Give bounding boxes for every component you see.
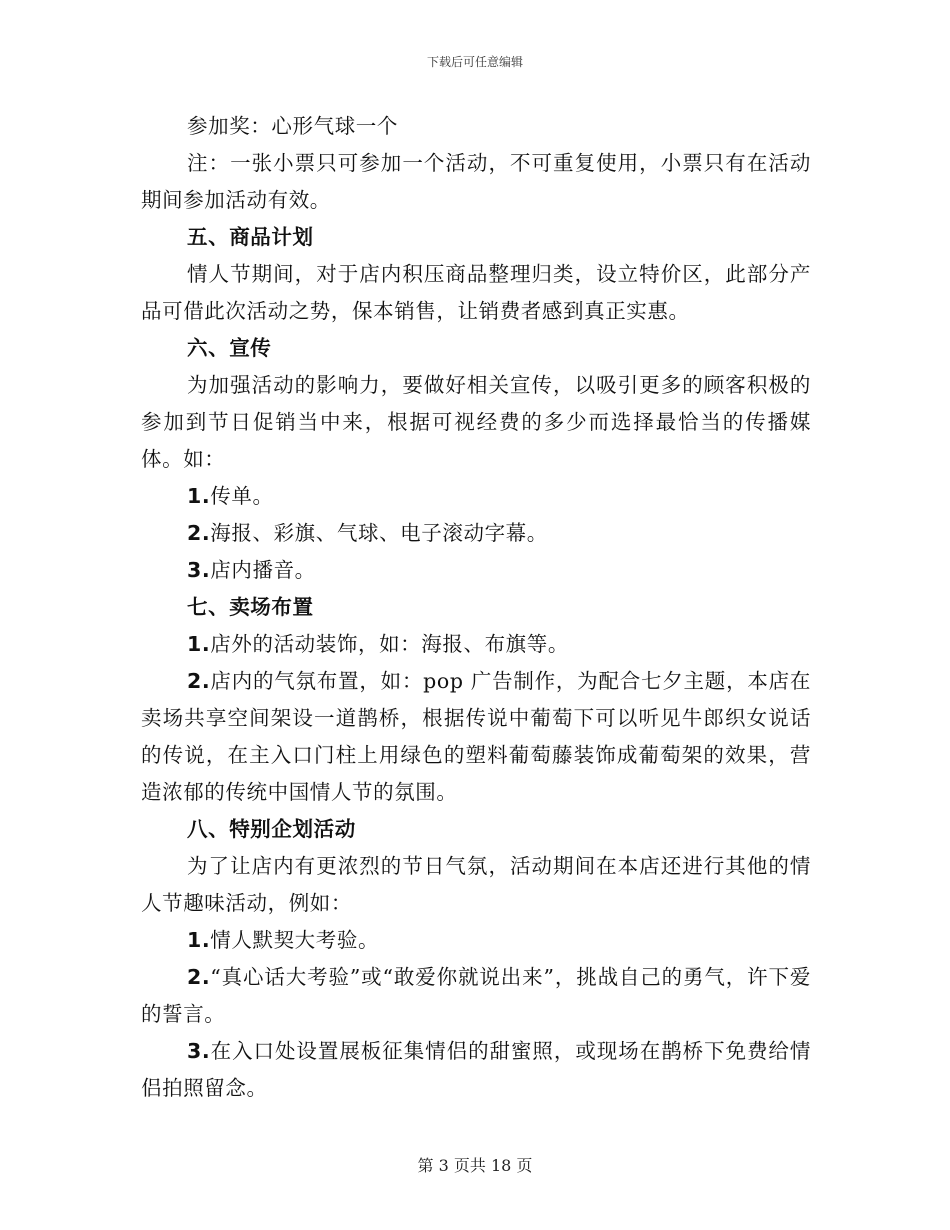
list-item <box>141 959 811 1033</box>
list-item <box>141 626 811 663</box>
list-number: 2. <box>187 521 211 545</box>
heading-text: 五、商品计划 <box>187 225 314 249</box>
paragraph <box>141 367 811 478</box>
list-item <box>141 1033 811 1107</box>
list-number: 1. <box>187 928 211 952</box>
list-number: 1. <box>187 632 211 656</box>
list-text: 情人默契大考验。 <box>210 928 380 952</box>
paragraph-text: 为加强活动的影响力，要做好相关宣传，以吸引更多的顾客积极的参加到节日促销当中来，根据可视经费的多少而选择最恰当的传播媒体。如： <box>141 373 811 471</box>
list-number: 1. <box>187 484 211 508</box>
list-text: 传单。 <box>210 484 274 508</box>
paragraph-text: 为了让店内有更浓烈的节日气氛，活动期间在本店还进行其他的情人节趣味活动，例如： <box>141 854 811 915</box>
page-footer: 第 3 页共 18 页 <box>417 1156 533 1175</box>
paragraph <box>141 848 811 922</box>
list-item <box>141 515 811 552</box>
paragraph <box>141 145 811 219</box>
list-text: 海报、彩旗、气球、电子滚动字幕。 <box>210 521 548 545</box>
list-number: 3. <box>187 558 211 582</box>
list-text: “真心话大考验”或“敢爱你就说出来”，挑战自己的勇气，许下爱的誓言。 <box>141 965 811 1026</box>
document-body <box>141 108 811 1107</box>
paragraph <box>141 108 811 145</box>
section-heading <box>141 811 811 848</box>
section-heading <box>141 219 811 256</box>
list-text: 店内的气氛布置，如：pop 广告制作，为配合七夕主题，本店在卖场共享空间架设一道鹊桥，根据传说中葡萄下可以听见牛郎织女说话的传说，在主入口门柱上用绿色的塑料葡萄藤装饰成葡萄架的效果，营造浓郁的传统中国情人节的氛围。 <box>141 669 811 804</box>
heading-text: 六、宣传 <box>187 336 272 360</box>
list-item <box>141 478 811 515</box>
list-text: 店外的活动装饰，如：海报、布旗等。 <box>210 632 569 656</box>
section-heading <box>141 330 811 367</box>
paragraph-text: 情人节期间，对于店内积压商品整理归类，设立特价区，此部分产品可借此次活动之势，保本销售，让销费者感到真正实惠。 <box>141 262 811 323</box>
list-text: 在入口处设置展板征集情侣的甜蜜照，或现场在鹊桥下免费给情侣拍照留念。 <box>141 1039 811 1100</box>
paragraph-text: 注：一张小票只可参加一个活动，不可重复使用，小票只有在活动期间参加活动有效。 <box>141 151 811 212</box>
list-number: 3. <box>187 1039 211 1063</box>
heading-text: 七、卖场布置 <box>187 595 314 619</box>
list-item <box>141 663 811 811</box>
list-number: 2. <box>187 965 211 989</box>
list-item <box>141 922 811 959</box>
paragraph-text: 参加奖：心形气球一个 <box>187 114 398 138</box>
list-text: 店内播音。 <box>210 558 316 582</box>
page-header: 下载后可任意编辑 <box>426 55 523 69</box>
list-number: 2. <box>187 669 211 693</box>
section-heading <box>141 589 811 626</box>
paragraph <box>141 256 811 330</box>
heading-text: 八、特别企划活动 <box>187 817 356 841</box>
list-item <box>141 552 811 589</box>
